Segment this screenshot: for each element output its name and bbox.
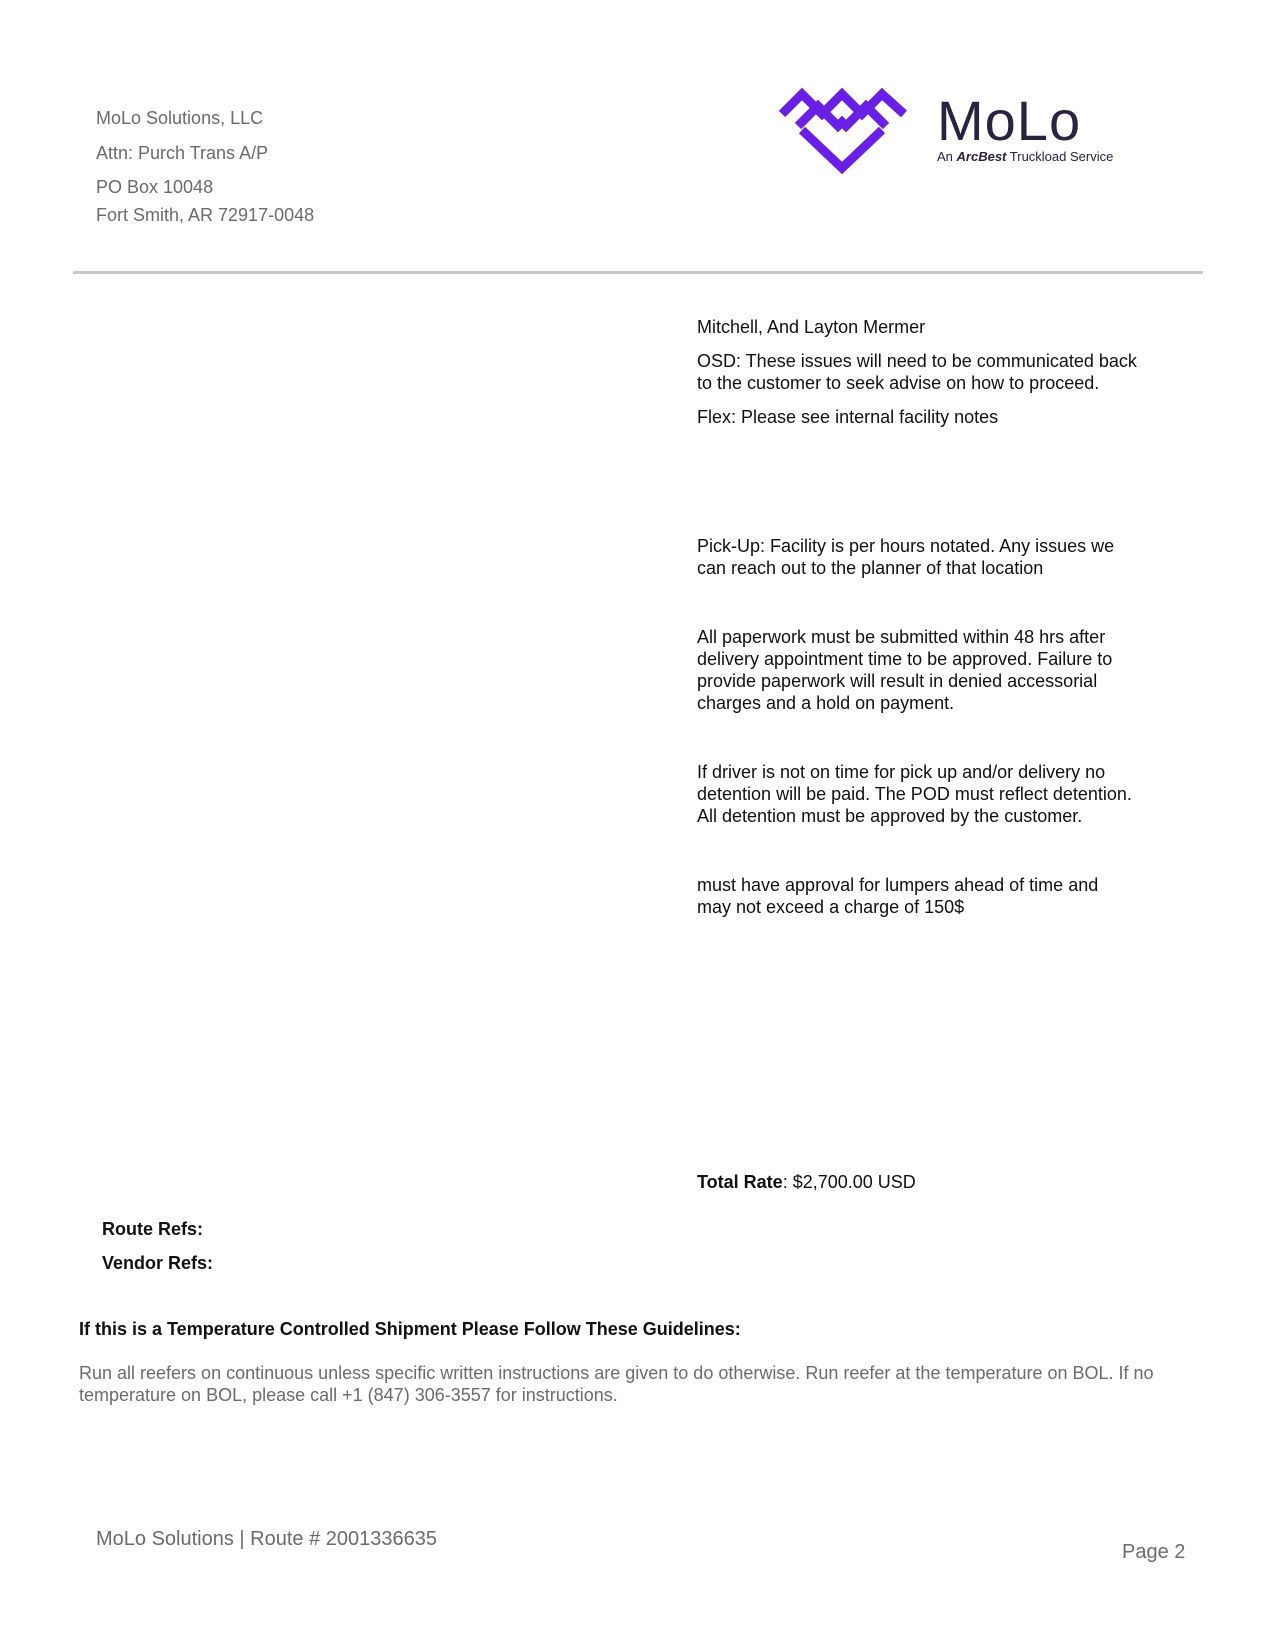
total-rate [697, 1172, 916, 1193]
flex-note: Flex: Please see internal facility notes [697, 407, 999, 427]
address-attn: Attn: Purch Trans A/P [96, 143, 269, 163]
temperature-guidelines: Run all reefers on continuous unless specific written instructions are given to do otherwise. Run reefer at the temperature on BOL. If no temperature on BOL, please call +1 (847) 306-3557 for instructions. [79, 1363, 1154, 1405]
total-rate-label: Total Rate [697, 1172, 783, 1192]
detention-note: If driver is not on time for pick up and/or delivery no detention will be paid. The POD must reflect detention. All detention must be approved by the customer. [697, 762, 1132, 826]
pickup-note: Pick-Up: Facility is per hours notated. Any issues we can reach out to the planner of that location [697, 536, 1115, 578]
address-city: Fort Smith, AR 72917-0048 [96, 205, 315, 225]
logo-tag-suffix: Truckload Service [1009, 149, 1114, 164]
logo-tag-brand: ArcBest [956, 149, 1007, 164]
total-rate-value: : $2,700.00 USD [782, 1172, 916, 1192]
notes-column [697, 316, 1137, 918]
temperature-heading: If this is a Temperature Controlled Shipment Please Follow These Guidelines: [79, 1319, 741, 1339]
vendor-refs-label: Vendor Refs: [102, 1253, 214, 1273]
logo-wordmark: MoLo [937, 89, 1082, 152]
osd-note: OSD: These issues will need to be communicated back to the customer to seek advise on how to proceed. [697, 351, 1137, 393]
logo-tagline [937, 149, 1113, 164]
contact-line: Mitchell, And Layton Mermer [697, 317, 926, 337]
molo-logo-mark-icon [778, 84, 908, 176]
header-divider [73, 271, 1203, 274]
page-number: Page 2 [1122, 1541, 1186, 1563]
paperwork-note: All paperwork must be submitted within 48 hrs after delivery appointment time to be approved. Failure to provide paperwork will result in denied accessorial charges and a hold on payment. [697, 627, 1113, 713]
logo-tag-prefix: An [937, 149, 953, 164]
lumpers-note: must have approval for lumpers ahead of time and may not exceed a charge of 150$ [697, 875, 1099, 917]
address-company: MoLo Solutions, LLC [96, 108, 264, 128]
route-refs-label: Route Refs: [102, 1219, 204, 1239]
footer-route: MoLo Solutions | Route # 2001336635 [96, 1528, 438, 1550]
address-po-box: PO Box 10048 [96, 177, 214, 197]
